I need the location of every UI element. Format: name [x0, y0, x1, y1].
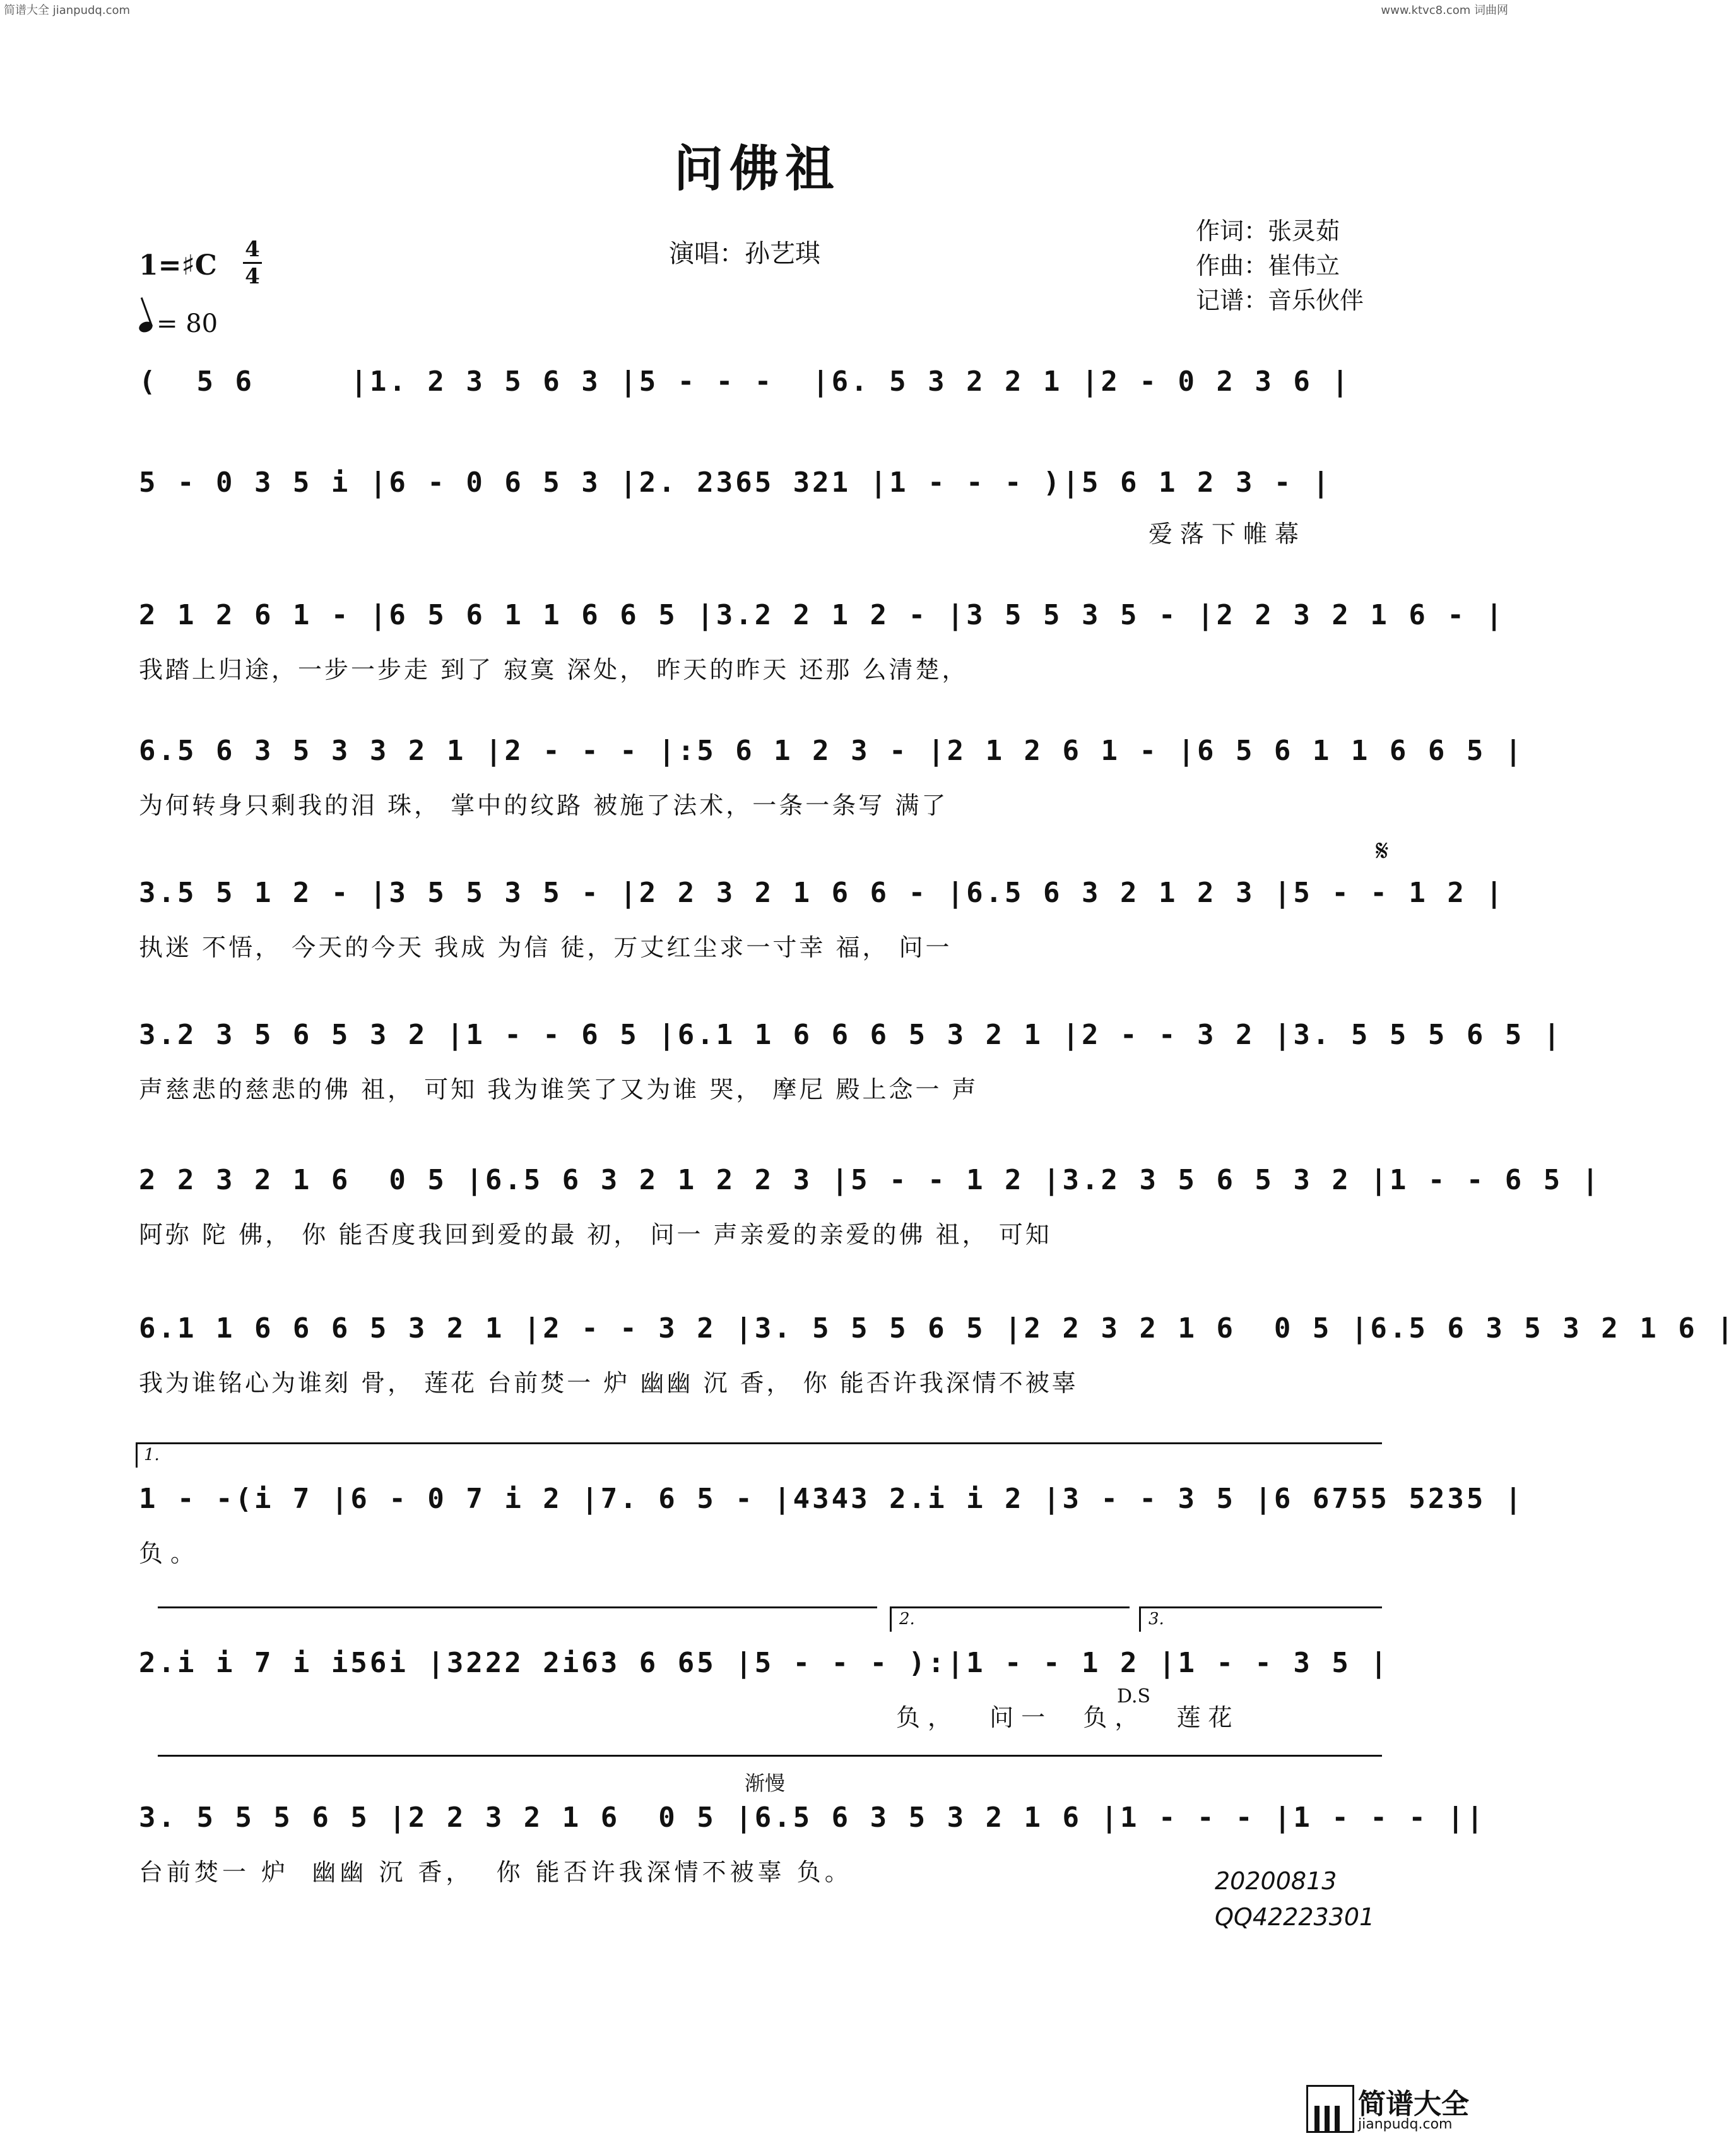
- tempo-value: = 80: [156, 309, 218, 338]
- volta-2-left: [890, 1606, 892, 1632]
- transcriber-credit: 记谱：音乐伙伴: [1196, 287, 1364, 314]
- contact-qq: QQ42223301: [1215, 1903, 1375, 1931]
- ritardando-mark: 渐慢: [745, 1771, 786, 1795]
- volta-2-number: 2.: [899, 1610, 915, 1629]
- tempo-mark: [139, 309, 218, 338]
- system-7-notes: 2 2 3 2 1 6 0 5 |6.5 6 3 2 1 2 2 3 |5 - - 1 2 |3.2 3 5 6 5 3 2 |1 - - 6 5 |: [139, 1164, 1602, 1196]
- system-4-lyrics: 为何转身只剩我的泪 珠， 掌中的纹路 被施了法术，一条一条写 满了: [139, 792, 948, 819]
- system-10-notes: 2.i i 7 i i56i |3222 2i63 6 65 |5 - - - ):|1 - - 1 2 |1 - - 3 5 |: [139, 1647, 1390, 1679]
- site-logo: [1306, 2080, 1496, 2137]
- system-8-lyrics: 我为谁铭心为谁刻 骨， 莲花 台前焚一 炉 幽幽 沉 香， 你 能否许我深情不被辜: [139, 1369, 1078, 1397]
- time-signature-top: 4: [245, 237, 260, 262]
- volta-3-left: [1139, 1606, 1141, 1632]
- logo-title: 简谱大全: [1358, 2088, 1469, 2120]
- volta-1-number: 1.: [144, 1445, 160, 1464]
- transcription-date: 20200813: [1215, 1867, 1337, 1895]
- system-6-notes: 3.2 3 5 6 5 3 2 |1 - - 6 5 |6.1 1 6 6 6 5 3 2 1 |2 - - 3 2 |3. 5 5 5 6 5 |: [139, 1019, 1563, 1051]
- final-top-line: [158, 1755, 1382, 1757]
- system-6-lyrics: 声慈悲的慈悲的佛 祖， 可知 我为谁笑了又为谁 哭， 摩尼 殿上念一 声: [139, 1076, 979, 1103]
- header-site-right: www.ktvc8.com 词曲网: [1381, 4, 1508, 17]
- ds-mark: D.S: [1117, 1685, 1151, 1707]
- system-5-notes: 3.5 5 1 2 - |3 5 5 3 5 - |2 2 3 2 1 6 6 - |6.5 6 3 2 1 2 3 |5 - - 1 2 |: [139, 877, 1505, 909]
- time-signature-bottom: 4: [245, 264, 260, 289]
- system-1-notes: ( 5 6 |1. 2 3 5 6 3 |5 - - - |6. 5 3 2 2 1 |2 - 0 2 3 6 |: [139, 365, 1351, 398]
- key-signature: 1=♯C: [139, 249, 217, 282]
- system-11-notes: 3. 5 5 5 6 5 |2 2 3 2 1 6 0 5 |6.5 6 3 5 3 2 1 6 |1 - - - |1 - - - ||: [139, 1802, 1486, 1834]
- lyricist-credit: 作词：张灵茹: [1196, 217, 1340, 245]
- system-9-lyrics: 负。: [139, 1540, 203, 1567]
- composer-credit: 作曲：崔伟立: [1196, 252, 1340, 280]
- system-11-lyrics: 台前焚一 炉 幽幽 沉 香， 你 能否许我深情不被辜 负。: [139, 1858, 853, 1886]
- volta-1-left: [136, 1442, 138, 1468]
- segno-icon: 𝄋: [1376, 833, 1389, 869]
- quarter-note-icon: [138, 320, 154, 335]
- system-4-notes: 6.5 6 3 5 3 3 2 1 |2 - - - |:5 6 1 2 3 - |2 1 2 6 1 - |6 5 6 1 1 6 6 5 |: [139, 735, 1525, 767]
- system-2-lyrics: 爱落下帷幕: [1148, 520, 1307, 548]
- singer-credit: 演唱：孙艺琪: [669, 239, 820, 268]
- logo-url: jianpudq.com: [1358, 2116, 1453, 2132]
- system-10-lyrics: 负， 问一 负， 莲花: [896, 1704, 1240, 1731]
- piano-icon: [1306, 2085, 1354, 2133]
- system-3-lyrics: 我踏上归途，一步一步走 到了 寂寞 深处， 昨天的昨天 还那 么清楚，: [139, 656, 969, 684]
- system-7-lyrics: 阿弥 陀 佛， 你 能否度我回到爱的最 初， 问一 声亲爱的亲爱的佛 祖， 可知: [139, 1221, 1052, 1249]
- song-title: 问佛祖: [673, 141, 841, 198]
- header-site-left: 简谱大全 jianpudq.com: [4, 4, 131, 17]
- volta-3-number: 3.: [1148, 1610, 1164, 1629]
- system-3-notes: 2 1 2 6 1 - |6 5 6 1 1 6 6 5 |3.2 2 1 2 - |3 5 5 3 5 - |2 2 3 2 1 6 - |: [139, 599, 1505, 631]
- volta-2-bracket: [890, 1606, 1130, 1608]
- system-2-notes: 5 - 0 3 5 i |6 - 0 6 5 3 |2. 2365 321 |1 - - - )|5 6 1 2 3 - |: [139, 466, 1332, 499]
- system-8-notes: 6.1 1 6 6 6 5 3 2 1 |2 - - 3 2 |3. 5 5 5 6 5 |2 2 3 2 1 6 0 5 |6.5 6 3 5 3 2 1 6 |: [139, 1312, 1736, 1345]
- system-5-lyrics: 执迷 不悟， 今天的今天 我成 为信 徒，万丈红尘求一寸幸 福， 问一: [139, 934, 952, 961]
- volta-3-bracket: [1139, 1606, 1382, 1608]
- volta-1-bracket: [136, 1442, 1382, 1444]
- system-9-notes: 1 - -(i 7 |6 - 0 7 i 2 |7. 6 5 - |4343 2.i i 2 |3 - - 3 5 |6 6755 5235 |: [139, 1483, 1525, 1515]
- time-signature: [243, 237, 262, 289]
- repeat-top-line: [158, 1606, 877, 1608]
